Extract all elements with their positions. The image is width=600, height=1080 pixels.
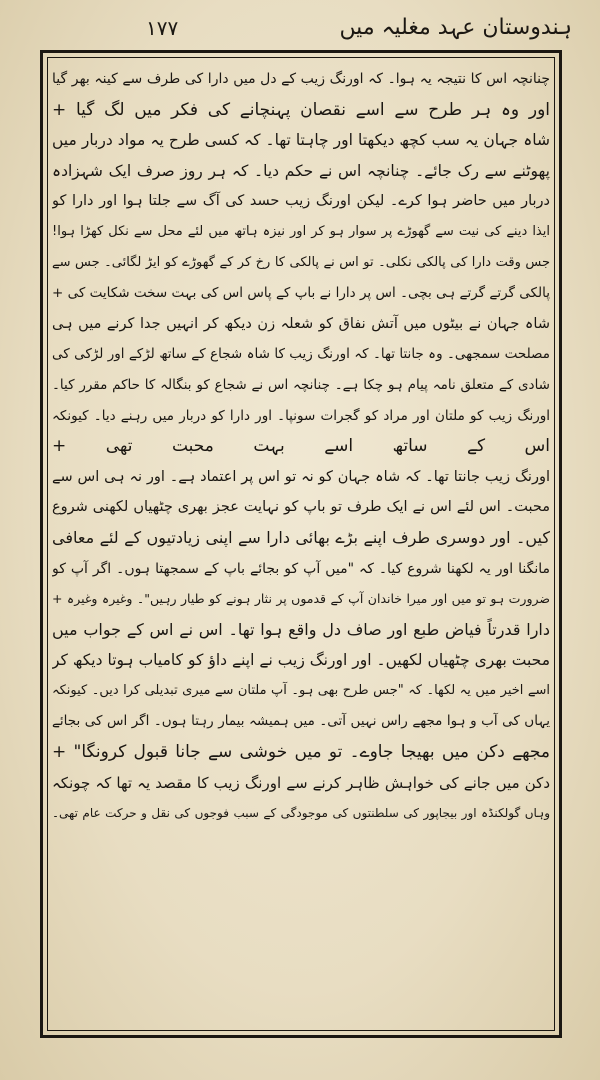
text-line: اور وہ ہر طرح سے اسے نقصان پہنچانے کی فکر میں لگ گیا + (52, 99, 550, 120)
text-line: کیں۔ اور دوسری طرف اپنے بڑے بھائی دارا سے اپنی زیادتیوں کے لئے معافی (52, 527, 550, 547)
text-line: محبت۔ اس لئے اس نے ایک طرف تو باپ کو نہایت عجز بھری چٹھیاں لکھنی شروع (52, 499, 550, 516)
paragraph (52, 462, 550, 615)
text-line: دکن میں جانے کی خواہش ظاہر کرنے سے اورنگ زیب کا مقصد یہ تھا کہ چونکہ (52, 773, 550, 792)
text-line: محبت بھری چٹھیاں لکھیں۔ اور اورنگ زیب نے اپنے داؤ کو کامیاب ہوتا دیکھ کر (52, 651, 550, 670)
text-line: دربار میں حاضر ہوا کرے۔ لیکن اورنگ زیب حسد کی آگ سے جلتا ہوا اور دارا کو (52, 193, 550, 210)
text-line: مجھے دکن میں بھیجا جاوے۔ تو میں خوشی سے جانا قبول کرونگا" + (52, 742, 550, 763)
text-line: شاہ جہان یہ سب کچھ دیکھتا اور چاہتا تھا۔ کہ کسی طرح یہ مواد دربار میں (52, 131, 550, 150)
text-line: پالکی گرتے گرتے ہی بچی۔ اس پر دارا نے باپ کے پاس اس کی بہت سخت شکایت کی + (52, 285, 550, 302)
text-line: وہاں گولکنڈہ اور بیجاپور کی سلطنتوں کی موجودگی کے سبب فوجوں کی نقل و حرکت عام تھی۔ (52, 806, 550, 821)
text-line: شادی کے متعلق نامہ پیام ہو چکا ہے۔ چنانچہ اس نے شجاع کو بنگالہ کا حاکم مقرر کیا۔ (52, 376, 550, 393)
text-line: دارا قدرتاً فیاض طبع اور صاف دل واقع ہوا تھا۔ اس نے اس کے جواب میں (52, 619, 550, 639)
page-header (28, 10, 572, 50)
text-line: شاہ جہان نے بیٹوں میں آتش نفاق کو شعلہ زن دیکھ کر انہیں جدا کرنے میں ہی (52, 315, 550, 332)
text-line: ضرورت ہو تو میں اور میرا خاندان آپ کے قدموں پر نثار ہونے کو طیار رہیں"۔ وغیرہ وغیرہ + (52, 591, 550, 607)
page-number: ۱۷۷ (146, 16, 179, 40)
paragraph (52, 125, 550, 309)
paragraph (52, 615, 550, 768)
text-line: پھوٹنے سے رک جائے۔ چنانچہ اس نے حکم دیا۔ کہ ہر روز صرف ایک شہزادہ (52, 161, 550, 180)
body-text (52, 64, 550, 1024)
running-title: ہندوستان عہد مغلیہ میں (339, 15, 572, 40)
text-line: ایذا دینے کی نیت سے گھوڑے پر سوار ہو کر اور نیزہ ہاتھ میں لئے محل سے نکل کھڑا ہوا! (52, 223, 550, 239)
text-line: اسے اخیر میں یہ لکھا۔ کہ "جس طرح بھی ہو۔ آپ ملتان سے میری تبدیلی کرا دیں۔ کیونکہ (52, 682, 550, 698)
text-line: چنانچہ اس کا نتیجہ یہ ہوا۔ کہ اورنگ زیب کے دل میں دارا کی طرف سے کینہ بھر گیا (52, 71, 550, 87)
text-line: یہاں کی آب و ہوا مجھے راس نہیں آتی۔ میں ہمیشہ بیمار رہتا ہوں۔ اگر اس کی بجائے (52, 713, 550, 730)
paragraph (52, 309, 550, 462)
text-line: اس کے ساتھ اسے بہت محبت تھی + (52, 436, 550, 457)
text-line: مصلحت سمجھی۔ وہ جانتا تھا۔ کہ اورنگ زیب کا شاہ شجاع کے ساتھ لڑکے اور لڑکی کی (52, 346, 550, 363)
text-line: جس وقت دارا کی پالکی نکلی۔ تو اس نے پالکی کا رخ کر کے گھوڑے کو ایڑ لگائی۔ جس سے (52, 254, 550, 270)
paragraph (52, 768, 550, 829)
paragraph (52, 64, 550, 125)
text-line: اورنگ زیب جانتا تھا۔ کہ شاہ جہان کو نہ تو اس پر اعتماد ہے۔ اور نہ ہی اس سے (52, 468, 550, 485)
text-line: اورنگ زیب کو ملتان اور مراد کو گجرات سونپا۔ اور دارا کو دربار میں رہنے دیا۔ کیونکہ (52, 407, 550, 424)
text-line: مانگنا اور یہ لکھنا شروع کیا۔ کہ "میں آپ کو بجائے باپ کے سمجھتا ہوں۔ اگر آپ کو (52, 560, 550, 577)
